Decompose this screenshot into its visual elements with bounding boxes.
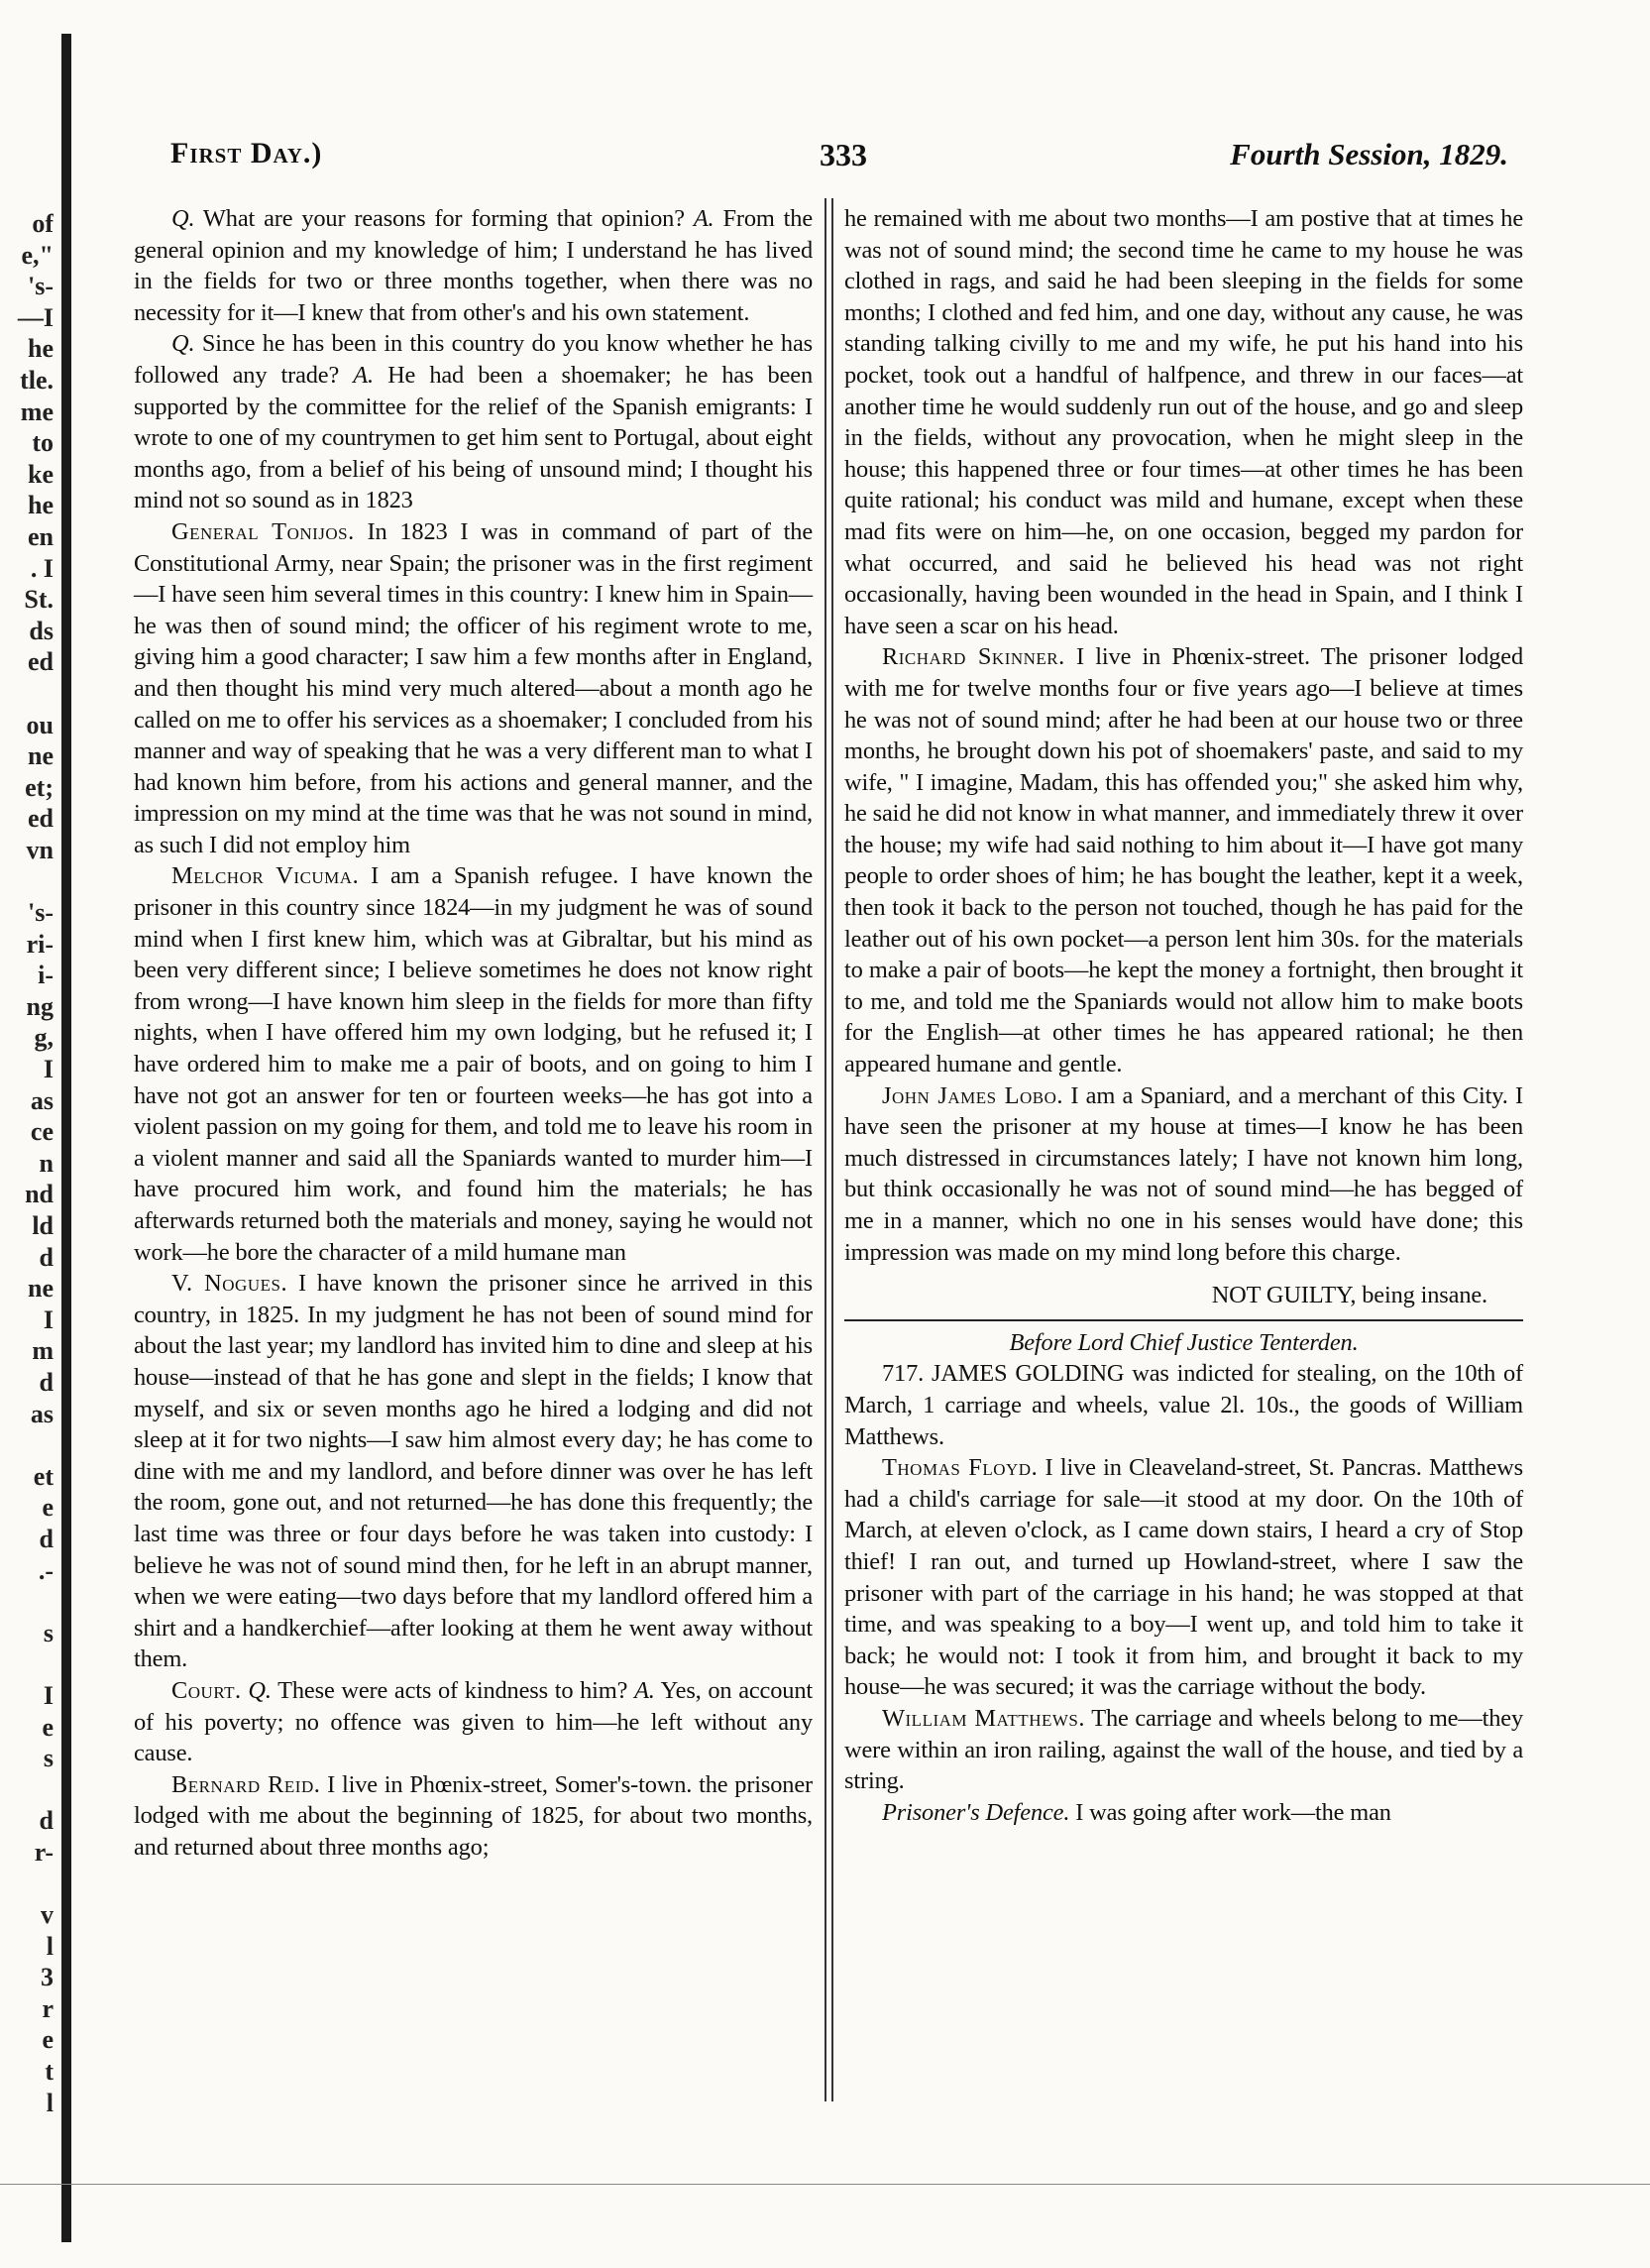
bleed-fragment: l	[46, 2088, 54, 2117]
bleed-fragment: d	[39, 1806, 54, 1836]
testimony-text: I live in Phœnix-street, Somer's-town. the prisoner lodged with me about the beginning of 1825, for about two months, and returned about three months ago;	[134, 1770, 813, 1861]
bleed-fragment: ou	[26, 710, 54, 739]
right-column	[844, 203, 1523, 1828]
bleed-fragment: n	[39, 1148, 54, 1178]
paragraph-text: He had been a shoemaker; he has been supported by the committee for the relief of the Spanish emigrants: I wrote to one of my countrymen to get him sent to Portugal, about eight months ago, from a belief of his being of unsound mind; I thought his mind not so sound as in 1823	[134, 361, 813, 514]
bleed-fragment: ds	[29, 616, 54, 645]
paragraph	[134, 203, 813, 328]
bleed-fragment: 's-	[28, 272, 54, 301]
bleed-fragment	[0, 1868, 54, 1899]
bleed-fragment: r	[42, 1993, 54, 2023]
bleed-fragment: t	[45, 2057, 54, 2087]
bleed-fragment	[0, 1586, 54, 1618]
bleed-fragment: s	[43, 1618, 54, 1647]
court-heading: Before Lord Chief Justice Tenterden.	[1009, 1328, 1359, 1356]
book-spine-shadow	[61, 34, 71, 2242]
bleed-fragment: s	[43, 1744, 54, 1773]
bleed-fragment: m	[32, 1336, 54, 1366]
witness-testimony	[134, 860, 813, 1268]
bleed-fragment: ce	[30, 1117, 54, 1147]
defence-label: Prisoner's Defence.	[882, 1798, 1070, 1826]
bleed-fragment: ed	[28, 647, 54, 677]
bleed-fragment: of	[32, 209, 54, 238]
bleed-fragment: he	[28, 334, 54, 364]
verdict	[844, 1280, 1523, 1311]
bleed-fragment: as	[30, 1085, 54, 1115]
bleed-fragment: 's-	[28, 898, 54, 928]
bleed-fragment: St.	[24, 585, 54, 615]
bleed-fragment: me	[20, 397, 54, 426]
witness-testimony	[134, 1268, 813, 1675]
bleed-fragment: ld	[32, 1211, 54, 1240]
bleed-fragment: i-	[38, 961, 54, 990]
witness-testimony	[844, 1452, 1523, 1703]
witness-name: General Tonijos.	[171, 517, 355, 545]
bleed-fragment: he	[28, 491, 54, 520]
bleed-fragment: I	[43, 1304, 54, 1334]
bleed-fragment: ng	[26, 991, 54, 1021]
testimony-text: The carriage and wheels belong to me—they were within an iron railing, against the wall of the house, and tied by a string.	[844, 1704, 1523, 1795]
paragraph-text: These were acts of kindness to him?	[271, 1676, 635, 1704]
verdict-text: NOT GUILTY,	[1211, 1282, 1357, 1309]
testimony-text: In 1823 I was in command of part of the Constitutional Army, near Spain; the prisoner was in the first regiment—I have seen him several times in this country: I knew him in Spain—he was then of sound mind; the officer of his regiment wrote to me, giving him a good character; I saw him a few months after in England, and then thought his mind very much altered—about a month ago he called on me to offer his services as a shoemaker; I concluded from his manner and way of speaking that he was a very different man to what I had known him before, from his actions and general manner, and the impression on my mind at the time was that he was not sound in mind, as such I did not employ him	[134, 517, 814, 858]
bleed-fragment: en	[28, 521, 54, 551]
bleed-fragment	[0, 1429, 54, 1461]
header-session: Fourth Session, 1829.	[1230, 137, 1508, 171]
bleed-fragment: vn	[26, 835, 54, 864]
bleed-fragment: . I	[30, 553, 54, 583]
case-indictment	[844, 1358, 1523, 1452]
speaker-name: Court.	[171, 1676, 242, 1704]
bleed-fragment: I	[43, 1055, 54, 1084]
verdict-qualifier: being insane.	[1356, 1282, 1487, 1309]
left-column	[134, 203, 813, 1863]
prisoner-defence	[844, 1797, 1523, 1829]
question-label: Q.	[171, 205, 195, 232]
bleed-fragment: tle.	[20, 365, 54, 395]
page-bottom-edge	[0, 2184, 1650, 2185]
witness-testimony	[134, 516, 813, 861]
testimony-text: I have known the prisoner since he arrived in this country, in 1825. In my judgment he has not been of sound mind for about the last year; my landlord has invited him to dine and sleep at his house—instead of that he has gone and slept in the fields; I know that myself, and six or seven months ago he hired a lodging and did not sleep at it for two nights—I saw him almost every day; he has come to dine with me and my landlord, and before dinner was over he has left the room, gone out, and not returned—he has done this frequently; the last time was three or four days before he was taken into custody: I believe he was not of sound mind then, for he left in an abrupt manner, when we were eating—two days before that my landlord offered him a shirt and a handkerchief—after looking at them he went away without them.	[134, 1270, 813, 1673]
witness-name: Richard Skinner.	[882, 643, 1065, 671]
witness-name: Melchor Vicuma.	[171, 862, 360, 890]
question-label: Q.	[248, 1676, 272, 1704]
bleed-fragment: ed	[28, 804, 54, 834]
paragraph-text: Yes, on account of his poverty; no offence was given to him—he left without any cause.	[134, 1676, 814, 1767]
bleed-fragment: d	[39, 1242, 54, 1272]
bleed-fragment: .-	[38, 1555, 54, 1585]
witness-testimony	[844, 1080, 1523, 1269]
witness-name: Bernard Reid.	[171, 1770, 321, 1798]
paragraph	[844, 203, 1523, 641]
defence-text: I was going after work—the man	[1069, 1798, 1391, 1826]
page-header	[170, 137, 1508, 180]
bleed-fragment: as	[30, 1399, 54, 1428]
testimony-text: I am a Spaniard, and a merchant of this City. I have seen the prisoner at my house at times—I know he has been much distressed in circumstances lately; I have not known him long, but think occasionally he was not of sound mind—he has begged of me in a manner, which no one in his senses would have done; this impression was made on my mind long before this charge.	[844, 1081, 1523, 1266]
witness-testimony	[844, 1703, 1523, 1797]
bleed-fragment: 3	[41, 1963, 54, 1992]
section-rule	[844, 1319, 1523, 1321]
witness-testimony	[844, 641, 1523, 1079]
bleed-fragment	[0, 865, 54, 897]
bleed-fragment: v	[41, 1900, 54, 1930]
bleed-fragment: e	[42, 1493, 54, 1523]
bleed-fragment: d	[39, 1524, 54, 1553]
page-number: 333	[820, 137, 867, 172]
adjacent-page-bleed	[0, 208, 54, 2118]
bleed-fragment: l	[46, 1931, 54, 1961]
testimony-text: he remained with me about two months—I am postive that at times he was not of sound mind; the second time he came to my house he was clothed in rags, and said he had been sleeping in the fields for some months; I clothed and fed him, and one day, without any cause, he was standing talking civilly to me and my wife, he put his hand into his pocket, took out a handful of halfpence, and threw in our faces—at another time he would suddenly run out of the house, and go and sleep in the fields, without any provocation, when he might sleep in the house; this happened three or four times—at other times he has been quite rational; his conduct was mild and humane, except when these mad fits were on him—he, on one occasion, begged my pardon for what occurred, and said he believed his head was not right occasionally, having been wounded in the head in Spain, and I think I have seen a scar on his head.	[844, 205, 1523, 639]
paragraph-text: Since he has been in this country do you know whether he has followed any trade?	[134, 330, 813, 389]
bleed-fragment: ke	[28, 459, 54, 489]
answer-label: A.	[634, 1676, 655, 1704]
bleed-fragment	[0, 678, 54, 710]
testimony-text: I am a Spanish refugee. I have known the prisoner in this country since 1824—in my judgment he was of sound mind when I first knew him, which was at Gibraltar, but his mind as been very different since; I believe sometimes he does not know right from wrong—I have known him sleep in the fields for more than fifty nights, when I have offered him my own lodging, but he refused it; I have ordered him to make me a pair of boots, and on going to him I have not got an answer for ten or fourteen weeks—he has got into a violent passion on my going for them, and told me to leave his room in a violent manner and said all the Spaniards wanted to murder him—I have procured him work, and found him the materials; he has afterwards returned both the materials and money, saying he would not work—he bore the character of a mild humane man	[134, 862, 813, 1266]
witness-name: V. Nogues.	[171, 1270, 288, 1298]
bleed-fragment	[0, 1648, 54, 1680]
witness-name: William Matthews.	[882, 1704, 1085, 1732]
bleed-fragment: e	[42, 2025, 54, 2055]
bleed-fragment: nd	[25, 1180, 54, 1209]
testimony-text: I live in Phœnix-street. The prisoner lodged with me for twelve months four or five years ago—I believe at times he was not of sound mind; after he had been at our house two or three months, he brought down his pot of shoemakers' paste, and said to my wife, " I imagine, Madam, this has offended you;" she asked him why, he said he did not know in what manner, and immediately threw it over the house; my wife had said nothing to him about it—I have got many people to order shoes of him; he has bought the leather, kept it a week, then took it back to the person not touched, though he has paid for the leather out of his own pocket—a person lent him 30s. for the materials to make a pair of boots—he kept the money a fortnight, then brought it to me, and told me the Spaniards would not allow him to make boots for the English—at other times he has appeared rational; he then appeared humane and gentle.	[844, 643, 1523, 1078]
case-number-defendant: 717. JAMES GOLDING	[882, 1360, 1125, 1388]
paragraph	[134, 328, 813, 516]
bleed-fragment	[0, 1774, 54, 1806]
witness-name: John James Lobo.	[882, 1081, 1063, 1109]
bleed-fragment: I	[43, 1680, 54, 1710]
indictment-text: was indicted for stealing, on the 10th of March, 1 carriage and wheels, value 2l. 10s., the goods of William Matthews.	[844, 1360, 1523, 1450]
bleed-fragment: d	[39, 1367, 54, 1397]
testimony-text: I live in Cleaveland-street, St. Pancras. Matthews had a child's carriage for sale—it stood at my door. On the 10th of March, at eleven o'clock, as I came down stairs, I heard a cry of Stop thief! I ran out, and turned up Howland-street, where I saw the prisoner with part of the carriage in his hand; he was stopped at that time, and was speaking to a boy—I went up, and told him to take it back; he would not: I took it from him, and brought it back to my house—he was secured; it was the carriage without the body.	[844, 1454, 1523, 1701]
bleed-fragment: et;	[25, 772, 54, 802]
bleed-fragment: et	[33, 1461, 54, 1491]
paragraph-text: From the general opinion and my knowledge of him; I understand he has lived in the fields for two or three months together, when there was no necessity for it—I knew that from other's and his own statement.	[134, 205, 813, 326]
bleed-fragment: ne	[28, 1274, 54, 1304]
header-day: First Day.)	[170, 137, 323, 170]
bleed-fragment: —I	[17, 302, 54, 332]
question-label: Q.	[171, 330, 195, 358]
bleed-fragment: e	[42, 1712, 54, 1742]
witness-name: Thomas Floyd.	[882, 1454, 1039, 1482]
bleed-fragment: ne	[28, 741, 54, 771]
bleed-fragment: e,"	[21, 240, 54, 270]
court-question	[134, 1675, 813, 1769]
bleed-fragment: ri-	[26, 929, 54, 959]
answer-label: A.	[693, 205, 715, 232]
witness-testimony	[134, 1769, 813, 1864]
bleed-fragment: g,	[34, 1023, 54, 1053]
answer-label: A.	[353, 361, 374, 389]
bleed-fragment: to	[32, 428, 54, 458]
bleed-fragment: r-	[34, 1837, 54, 1867]
paragraph-text: What are your reasons for forming that opinion?	[194, 205, 694, 232]
column-divider	[825, 198, 833, 2101]
